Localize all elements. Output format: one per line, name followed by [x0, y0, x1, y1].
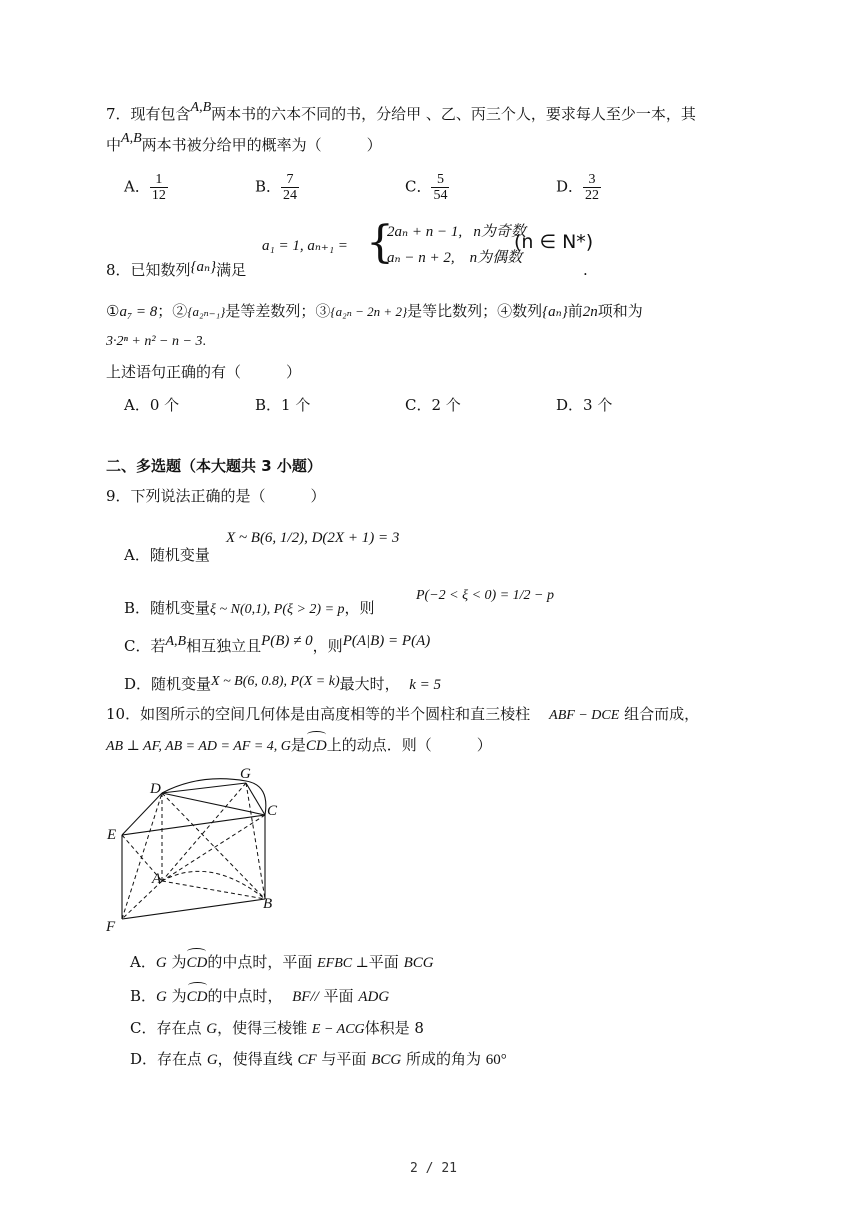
text: 所成的角为 [405, 1050, 481, 1068]
statement-1-math: a₇ = 8 [119, 304, 158, 320]
q7-option-a[interactable] [124, 172, 168, 203]
edge-FB [122, 899, 265, 919]
statement-4-2n: 2n [582, 304, 598, 320]
denominator: 24 [283, 188, 298, 203]
q8-option-d[interactable]: D．3 个 [556, 396, 613, 414]
point-g: G [206, 1052, 218, 1068]
sum-expr: 3·2ⁿ + n² − n − 3 [106, 334, 203, 349]
q8-period: . [583, 261, 588, 279]
q7-ab-2: A,B [121, 131, 142, 146]
q8-recurrence-lhs: a₁ = 1, aₙ₊₁ = [262, 238, 348, 254]
option-d-math2: k = 5 [409, 677, 441, 693]
section-heading: 二、多选题（本大题共 3 小题） [106, 457, 322, 475]
option-label: B． [130, 987, 157, 1005]
q8-option-a[interactable]: A．0 个 [124, 396, 180, 414]
math: 60° [485, 1052, 507, 1068]
text: 与平面 [321, 1050, 367, 1068]
math: BCG [371, 1052, 402, 1068]
label-G: G [240, 766, 251, 782]
text: 体积是 8 [364, 1019, 424, 1037]
statement-3-math: {a₂ₙ − 2n + 2} [330, 304, 408, 319]
q8-case1 [387, 222, 526, 242]
q7-line2 [106, 131, 382, 157]
q8-brace: { [366, 217, 394, 268]
numerator: 3 [583, 172, 601, 188]
q8-text-after: 满足 [216, 261, 247, 279]
label-D: D [150, 781, 161, 797]
q7-prompt: 两本书被分给甲的概率为（ ） [141, 136, 382, 154]
option-label: A． [124, 177, 150, 196]
q9-option-b-math2: P(−2 < ξ < 0) = 1/2 − p [416, 588, 554, 603]
option-label: C．存在点 [130, 1019, 202, 1037]
numerator: 7 [281, 172, 299, 188]
q8-option-b[interactable]: B．1 个 [255, 396, 311, 414]
option-c-math: P(B) ≠ 0 [261, 633, 313, 649]
arc-AB [162, 871, 265, 899]
q10-text: 10．如图所示的空间几何体是由高度相等的半个圆柱和直三棱柱 [106, 705, 531, 723]
label-B: B [263, 896, 273, 912]
math: E − ACG [311, 1022, 365, 1037]
edge-FD [122, 793, 162, 919]
q10-option-c[interactable] [130, 1018, 424, 1040]
q7-text: 两本书的六本不同的书，分给甲 、乙、丙三个人，要求每人至少一本，其 [211, 105, 696, 123]
edge-DB [162, 793, 265, 899]
math: EFBC ⊥ [317, 956, 369, 971]
text: ，使得三棱锥 [217, 1019, 308, 1037]
option-b-math: ξ ~ N(0,1), P(ξ > 2) = p [210, 602, 345, 617]
q8-line1 [106, 260, 246, 281]
denominator: 22 [585, 188, 600, 203]
q10-is: 是 [290, 736, 306, 754]
statement-4-text: 前 [567, 302, 583, 320]
q7-line2-pre: 中 [106, 136, 122, 154]
case2-expr: aₙ − n + 2, [387, 250, 455, 266]
math: ADG [358, 989, 390, 1005]
label-F: F [106, 919, 116, 935]
q7-option-d[interactable] [556, 172, 601, 203]
fraction [150, 172, 168, 203]
fraction [281, 172, 299, 203]
math: CF [297, 1052, 317, 1068]
q9-option-c[interactable] [124, 633, 431, 658]
statement-2-mark: ；② [157, 302, 188, 320]
q10-option-a[interactable] [130, 952, 434, 974]
q8-statements [106, 301, 643, 322]
option-b-text: B．随机变量 [124, 599, 211, 617]
arc-cd: CD [186, 955, 208, 971]
q9-option-d[interactable] [124, 674, 441, 696]
denominator: 54 [433, 188, 448, 203]
q7-option-c[interactable] [405, 172, 449, 203]
point-g: G [156, 989, 167, 1005]
statement-2-math: {a₂ₙ₋₁} [187, 304, 226, 319]
option-c-text2: 相互独立且 [186, 637, 262, 655]
statement-1-mark: ① [106, 302, 120, 320]
option-c-math2: P(A|B) = P(A) [342, 633, 431, 649]
q7-option-b[interactable] [255, 172, 299, 203]
q10-text2: 组合而成， [624, 705, 700, 723]
text: 的中点时，平面 [207, 953, 313, 971]
q10-line1 [106, 704, 699, 726]
label-A: A [152, 871, 162, 887]
text: 平面 [323, 987, 354, 1005]
q9-option-a-text[interactable]: A．随机变量 [124, 546, 210, 564]
math: BF// [292, 989, 319, 1005]
option-label: B． [255, 177, 282, 196]
q10-condition: AB ⊥ AF, AB = AD = AF = 4, G [106, 739, 291, 754]
edge-DG [162, 783, 246, 793]
option-c-ab: A,B [165, 634, 187, 649]
case2-cond: n为偶数 [469, 250, 523, 266]
fraction [583, 172, 601, 203]
edge-GA [162, 783, 246, 881]
text: 为 [171, 987, 187, 1005]
edge-CA [162, 815, 265, 881]
q7-ab: A,B [190, 100, 212, 115]
q8-case2 [387, 248, 522, 268]
option-label: C． [405, 177, 432, 196]
point-g: G [206, 1021, 218, 1037]
option-label: D．存在点 [130, 1050, 203, 1068]
q9-option-a-math: X ~ B(6, 1/2), D(2X + 1) = 3 [226, 530, 400, 546]
numerator: 5 [431, 172, 449, 188]
q9-option-b[interactable] [124, 598, 375, 620]
option-label: A． [130, 953, 156, 971]
denominator: 12 [151, 188, 166, 203]
statement-2-text: 是等差数列；③ [225, 302, 331, 320]
option-c-text: C．若 [124, 637, 166, 655]
option-b-then: ，则 [344, 599, 375, 617]
statement-4-math: {aₙ} [542, 304, 568, 320]
q10-prompt: 上的动点．则（ ） [326, 736, 492, 754]
q8-option-c[interactable]: C．2 个 [405, 396, 461, 414]
edge-GB [246, 783, 265, 899]
text: 为 [171, 953, 187, 971]
q8-prompt: 上述语句正确的有（ ） [106, 363, 302, 381]
label-E: E [107, 827, 117, 843]
q8-domain: (n ∈ N*) [514, 231, 594, 253]
q10-line2 [106, 735, 492, 757]
numerator: 1 [150, 172, 168, 188]
option-d-text: D．随机变量 [124, 675, 212, 693]
sum-end: . [202, 334, 206, 349]
q9-prompt: 9．下列说法正确的是（ ） [106, 487, 326, 505]
q8-text: 8．已知数列 [106, 261, 191, 279]
q10-option-b[interactable] [130, 986, 389, 1007]
q7-line1 [106, 100, 696, 126]
q10-option-d[interactable] [130, 1049, 507, 1070]
q8-sum-value [106, 332, 206, 352]
statement-3-text: 是等比数列；④数列 [407, 302, 543, 320]
text: 的中点时， [207, 987, 283, 1005]
point-g: G [155, 955, 167, 971]
fraction [431, 172, 449, 203]
geometry-figure [100, 763, 290, 938]
math: BCG [403, 955, 434, 971]
option-d-text2: 最大时， [339, 675, 400, 693]
arc-cd: CD [186, 989, 208, 1005]
case1-cond: n为奇数 [473, 224, 526, 240]
label-C: C [267, 803, 278, 819]
case1-expr: 2aₙ + n − 1, [387, 224, 463, 240]
statement-4-text2: 项和为 [597, 302, 643, 320]
text: 平面 [368, 953, 399, 971]
q7-number: 7．现有包含 [106, 105, 191, 123]
edge-ED [122, 793, 162, 835]
option-c-then: ，则 [312, 637, 343, 655]
option-d-math: X ~ B(6, 0.8), P(X = k) [211, 674, 340, 689]
q10-prism: ABF − DCE [549, 708, 620, 723]
page-number: 2 / 21 [410, 1161, 457, 1176]
option-label: D． [556, 177, 584, 196]
text: ，使得直线 [217, 1050, 293, 1068]
q8-seq: {aₙ} [190, 259, 217, 275]
q10-arc: CD [305, 738, 327, 754]
